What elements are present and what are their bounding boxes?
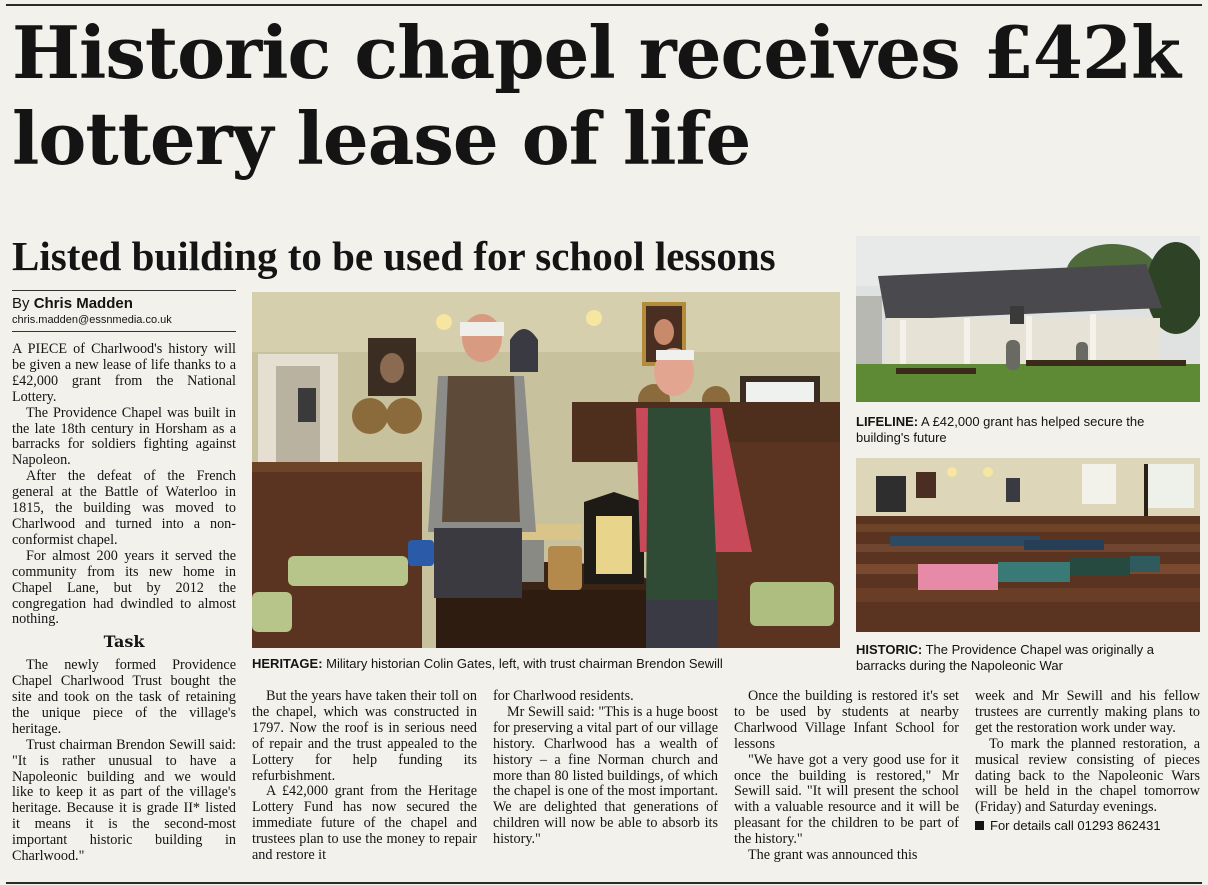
caption-text: The Providence Chapel was originally a barracks during the Napoleonic War: [856, 642, 1154, 673]
byline-author: Chris Madden: [33, 295, 133, 312]
byline-block: [12, 290, 236, 332]
caption-label: HISTORIC:: [856, 642, 923, 657]
paragraph-continuation: week and Mr Sewill and his fellow trustees are currently making plans to get the restoration work under way.: [975, 688, 1200, 736]
chapel-exterior-image: [856, 236, 1200, 402]
paragraph: For almost 200 years it served the community from its new home in Chapel Lane, but by 2012 the congregation had dwindled to almost nothing.: [12, 547, 236, 628]
subheadline: Listed building to be used for school lessons: [12, 233, 776, 279]
article-column-3: [493, 689, 718, 848]
contact-note-text: For details call 01293 862431: [990, 818, 1161, 834]
caption-label: HERITAGE:: [252, 656, 323, 671]
exterior-photo-caption: [856, 414, 1200, 446]
caption-text: Military historian Colin Gates, left, with trust chairman Brendon Sewill: [326, 656, 723, 671]
crosshead: Task: [103, 632, 145, 652]
article-column-4: [734, 689, 959, 864]
paragraph: The Providence Chapel was built in the late 18th century in Horsham as a barracks for soldiers fighting against Napoleon.: [12, 404, 236, 469]
exterior-photo: [856, 236, 1200, 402]
paragraph: The grant was announced this: [748, 847, 918, 864]
pews-photo-caption: [856, 642, 1200, 674]
paragraph: Once the building is restored it's set to be used by students at nearby Charlwood Village Infant School for lessons: [734, 688, 959, 752]
paragraph: After the defeat of the French general at the Battle of Waterloo in 1815, the building was moved to Charlwood and turned into a non-conformist chapel.: [12, 468, 236, 548]
author-email[interactable]: chris.madden@essnmedia.co.uk: [12, 313, 236, 332]
contact-note: [975, 818, 1200, 834]
paragraph: To mark the planned restoration, a musical review consisting of pieces dating back to the Napoleonic Wars will be held in the chapel tomorrow (Friday) and Saturday evenings.: [975, 735, 1200, 816]
paragraph: Trust chairman Brendon Sewill said: "It is rather unusual to have a Napoleonic building and we would like to keep it as part of the village's heritage. Because it is grade II* listed it means it is the second-most important historic building in Charlwood.": [12, 736, 236, 865]
paragraph-continuation: for Charlwood residents.: [493, 688, 634, 704]
caption-label: LIFELINE:: [856, 414, 919, 429]
article-column-2: [252, 689, 477, 864]
headline: Historic chapel receives £42k lottery lease of life: [12, 10, 1180, 181]
paragraph: "We have got a very good use for it once the building is restored," Mr Sewill said. "It will present the school with a valuable resource and it will be pleasant for the children to be part of the history.": [734, 751, 959, 848]
paragraph: A PIECE of Charlwood's history will be given a new lease of life thanks to a £42,000 grant from the National Lottery.: [12, 341, 236, 405]
chapel-interior-image: [252, 292, 840, 648]
main-photo: [252, 292, 840, 648]
paragraph: But the years have taken their toll on the chapel, which was constructed in 1797. Now the roof is in serious need of repair and the trust appealed to the Lottery for help funding its refurbishment.: [252, 688, 477, 784]
byline-rule: [12, 290, 236, 291]
byline: [12, 295, 236, 313]
main-photo-caption: [252, 656, 840, 672]
article-column-1: [12, 342, 236, 865]
square-bullet-icon: [975, 821, 984, 830]
chapel-pews-image: [856, 458, 1200, 632]
article-column-5: [975, 689, 1200, 834]
paragraph: Mr Sewill said: "This is a huge boost for preserving a vital part of our village history. Charlwood has a wealth of history – a fine Norman church and more than 80 listed buildings, of which the chapel is one of the most important. We are delighted that generations of children will now be able to absorb its history.": [493, 703, 718, 848]
paragraph: The newly formed Providence Chapel Charlwood Trust bought the site and took on the task of retaining the unique piece of the village's heritage.: [12, 657, 236, 737]
pews-photo: [856, 458, 1200, 632]
caption-text: A £42,000 grant has helped secure the building's future: [856, 414, 1145, 445]
byline-prefix: By: [12, 295, 30, 312]
paragraph: A £42,000 grant from the Heritage Lottery Fund has now secured the immediate future of the chapel and trustees plan to use the money to repair and restore it: [252, 783, 477, 864]
